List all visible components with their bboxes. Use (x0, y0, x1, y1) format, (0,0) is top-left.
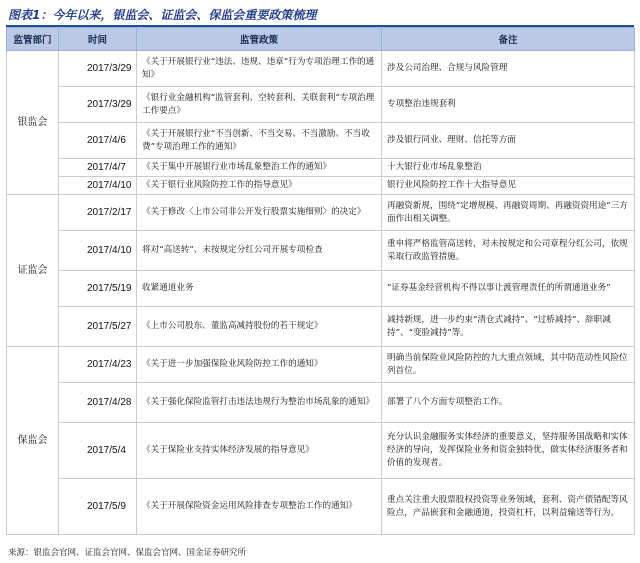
dept-cbrc: 银监会 (7, 51, 59, 195)
row-date: 2017/5/9 (59, 479, 137, 535)
row-note: 涉及公司治理、合规与风险管理 (382, 51, 635, 87)
source-footer: 来源：银监会官网、证监会官网、保监会官网、国金证券研究所 (8, 548, 247, 558)
dept-csrc: 证监会 (7, 195, 59, 347)
row-policy: 《关于进一步加强保险业风险防控工作的通知》 (137, 347, 382, 383)
row-date: 2017/3/29 (59, 51, 137, 87)
table-row (7, 87, 635, 123)
table-row (7, 51, 635, 87)
row-policy: 《关于修改〈上市公司非公开发行股票实施细则〉的决定》 (137, 195, 382, 231)
row-date: 2017/4/28 (59, 383, 137, 423)
row-date: 2017/4/6 (59, 123, 137, 159)
row-policy: 《关于保险业支持实体经济发展的指导意见》 (137, 423, 382, 479)
table-row (7, 231, 635, 271)
row-note: 减持新规，进一步约束“清仓式减持”、“过桥减持”、辞职减持”、“变脸减持”等。 (382, 307, 635, 347)
row-note: 明确当前保险业风险防控的九大重点领域，其中防范动性风险位列首位。 (382, 347, 635, 383)
row-policy: 《关于开展银行业“不当创新、不当交易、不当激励、不当收费”专项治理工作的通知》 (137, 123, 382, 159)
header-policy: 监管政策 (137, 28, 382, 51)
row-policy: 《银行业金融机构“监管套利、空转套利、关联套利”专项治理工作要点》 (137, 87, 382, 123)
table-body (7, 51, 635, 535)
row-note: “证券基金经营机构不得以事让渡管理责任的所谓通道业务” (382, 271, 635, 307)
table-header-row (7, 28, 635, 51)
row-date: 2017/3/29 (59, 87, 137, 123)
row-policy: 《关于强化保险监管打击违法违规行为整治市场乱象的通知》 (137, 383, 382, 423)
row-policy: 《关于开展银行业“违法、违规、违章”行为专项治理工作的通知》 (137, 51, 382, 87)
row-date: 2017/4/10 (59, 177, 137, 195)
row-policy: 《关于集中开展银行业市场乱象整治工作的通知》 (137, 159, 382, 177)
row-date: 2017/4/10 (59, 231, 137, 271)
row-policy: 《关于银行业风险防控工作的指导意见》 (137, 177, 382, 195)
row-date: 2017/4/23 (59, 347, 137, 383)
row-date: 2017/4/7 (59, 159, 137, 177)
row-note: 重申将严格监管高送转，对未按规定和公司章程分红公司，依规采取行政监管措施。 (382, 231, 635, 271)
row-note: 再融资新规，围绕“定增规模、再融资周期、再融资资用途”三方面作出相关调整。 (382, 195, 635, 231)
row-note: 专项整治违规套利 (382, 87, 635, 123)
table-row (7, 271, 635, 307)
header-time: 时间 (59, 28, 137, 51)
row-date: 2017/5/4 (59, 423, 137, 479)
row-policy: 收紧通道业务 (137, 271, 382, 307)
dept-circ: 保监会 (7, 347, 59, 535)
row-note: 十大银行业市场乱象整治 (382, 159, 635, 177)
header-note: 备注 (382, 28, 635, 51)
table-row (7, 195, 635, 231)
row-note: 部署了八个方面专项整治工作。 (382, 383, 635, 423)
row-date: 2017/2/17 (59, 195, 137, 231)
table-row (7, 347, 635, 383)
row-note: 重点关注重大股票股权投资等业务领域，套利、资产债错配等风险点，产品嵌套和金融通道，投资杠杆，以利益输送等行为。 (382, 479, 635, 535)
table-row (7, 307, 635, 347)
row-note: 充分认识金融服务实体经济的重要意义，坚持服务国战略和实体经济的导向，发挥保险业务和资金独特优，做实体经济服务者和价值的发现者。 (382, 423, 635, 479)
row-policy: 将对“高送转”、未按规定分红公司开展专项检查 (137, 231, 382, 271)
row-date: 2017/5/27 (59, 307, 137, 347)
row-date: 2017/5/19 (59, 271, 137, 307)
table-row (7, 423, 635, 479)
table-row (7, 177, 635, 195)
table-row (7, 159, 635, 177)
table-row (7, 383, 635, 423)
row-note: 涉及银行同业、理财、信托等方面 (382, 123, 635, 159)
row-policy: 《上市公司股东、董监高减持股份的若干规定》 (137, 307, 382, 347)
table-row (7, 123, 635, 159)
header-dept: 监管部门 (7, 28, 59, 51)
policy-table (6, 27, 635, 535)
row-policy: 《关于开展保险资金运用风险排查专项整治工作的通知》 (137, 479, 382, 535)
row-note: 银行业风险防控工作十大指导意见 (382, 177, 635, 195)
page-title: 图表1：今年以来，银监会、证监会、保监会重要政策梳理 (8, 8, 317, 22)
table-row (7, 479, 635, 535)
